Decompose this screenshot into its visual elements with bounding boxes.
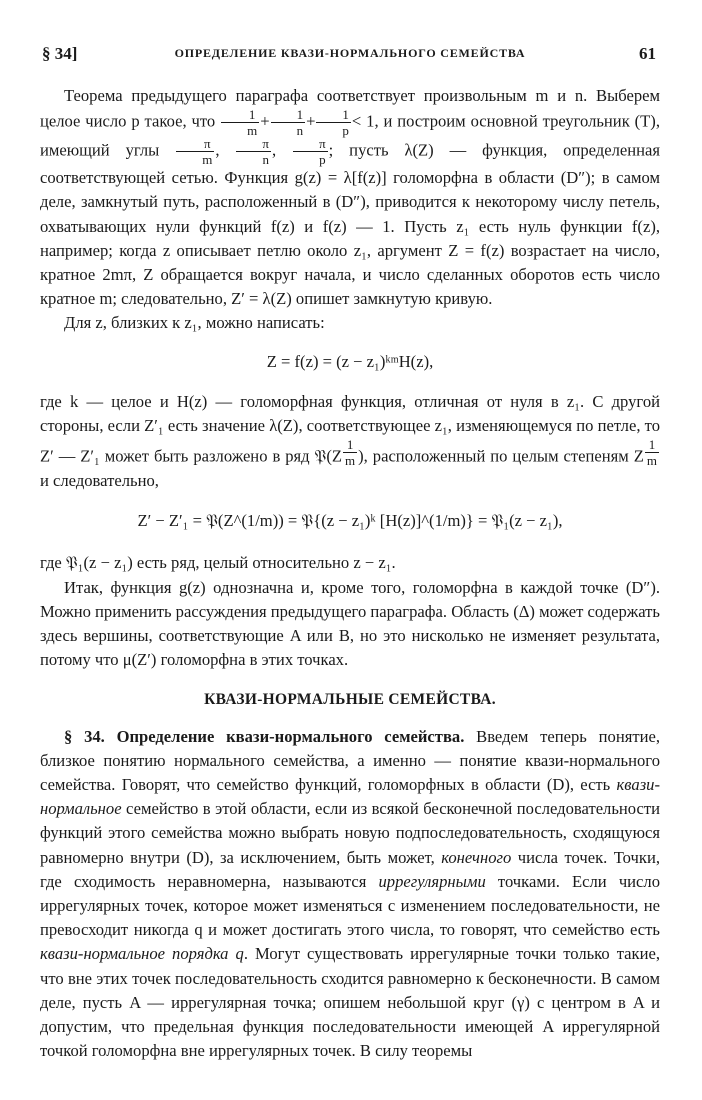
paragraph-4: где 𝔓₁(z − z₁) есть ряд, целый относительно z − z₁.: [40, 553, 396, 573]
fraction: $\frac{1}{n}$: [271, 108, 306, 137]
section-title: § 34. Определение квази-нормального семейства.: [64, 726, 465, 746]
paragraph-1: Теорема предыдущего параграфа соответствует произвольным m и n. Выберем целое число p такое, что $\frac{1}{m}$ + $\frac{1}{n}$ + $\frac{1}{p}$ < 1, и построим основной треугольник (T), имеющий углы $\frac{\pi}{m}$ , $\frac{\pi}{n}$ , $\frac{\pi}{p}$ ; пусть λ(Z) — функция, определенная соответствующей сетью. Функция g(z) = λ[f(z)] голоморфна в области (D″); в самом деле, замкнутый путь, расположенный в (D″), приводится к некоторому числу петель, охватывающих нули функций f(z) и f(z) — 1. Пусть z₁ есть нуль функции f(z), например; когда z описывает петлю около z₁, аргумент Z = f(z) возрастает на число, кратное 2mπ, Z обращается вокруг начала, и число сделанных оборотов есть число кратное m; следовательно, Z′ = λ(Z) опишет замкнутую кривую.: [40, 86, 661, 309]
fraction: $\frac{\pi}{n}$: [236, 137, 271, 166]
emphasis: квази-нормальное порядка q: [40, 944, 244, 964]
paragraph-5: Итак, функция g(z) однозначна и, кроме того, голоморфна в каждой точке (D″). Можно применить рассуждения предыдущего параграфа. Область (Δ) может содержать здесь вершины, соответствующие A или B, но это нисколько не изменяет результата, потому что μ(Z′) голоморфна в этих точках.: [40, 577, 660, 670]
emphasis: иррегулярными: [378, 871, 486, 891]
fraction: 1 m: [646, 437, 657, 469]
running-header: [40, 28, 660, 63]
fraction: $\frac{\pi}{m}$: [176, 137, 214, 166]
fraction: $\frac{1}{m}$: [221, 108, 259, 137]
header-title: ОПРЕДЕЛЕНИЕ КВАЗИ-НОРМАЛЬНОГО СЕМЕЙСТВА: [174, 46, 526, 60]
fraction: $\frac{\pi}{p}$: [293, 137, 328, 166]
section-heading: КВАЗИ-НОРМАЛЬНЫЕ СЕМЕЙСТВА.: [204, 691, 496, 709]
book-page: [40, 28, 660, 1063]
formula-2: Z′ − Z′₁ = 𝔓(Z^(1/m)) = 𝔓{(z − z₁)ᵏ [H(z)]^(1/m)} = 𝔓₁(z − z₁),: [137, 511, 563, 531]
formula-1: Z = f(z) = (z − z₁)ᵏᵐH(z),: [266, 351, 434, 371]
emphasis: конечного: [441, 847, 512, 867]
page-body: [40, 84, 660, 1063]
emphasis: квази-нормальное: [40, 775, 660, 819]
paragraph-3: где k — целое и H(z) — голоморфная функция, отличная от нуля в z₁. С другой стороны, если Z′₁ есть значение λ(Z), соответствующее z₁, изменяющемуся по петле, то Z′ — Z′₁ может быть разложено в ряд 𝔓(Z $^{\frac{1}{m}}$ ), расположенный по целым степеням Z $^{\frac{1}{m}}$ и следовательно,: [40, 391, 660, 490]
fraction: $\frac{1}{p}$: [316, 108, 351, 137]
header-section: § 34]: [42, 44, 78, 63]
paragraph-2: Для z, близких к z₁, можно написать:: [64, 313, 325, 333]
page-number: 61: [639, 44, 656, 63]
paragraph-6: § 34. Определение квази-нормального семейства. Введем теперь понятие, близкое понятию нормального семейства, а именно — понятие квази-нормального семейства. Говорят, что семейство функций, голоморфных в области (D), есть квази-нормальное семейство в этой области, если из всякой бесконечной последовательности функций этого семейства можно выбрать новую подпоследовательность, сходящуюся равномерно внутри (D), за исключением, быть может, конечного числа точек. Точки, где сходимость неравномерна, называются иррегулярными точками. Если число иррегулярных точек, которое может изменяться с изменением последовательности, не превосходит никогда q и может достигать этого числа, то говорят, что семейство есть квази-нормальное порядка q. Могут существовать иррегулярные точки только такие, что вне этих точек последовательность сходится равномерно к бесконечности. В самом деле, пусть A — иррегулярная точка; опишем небольшой круг (γ) с центром в A и допустим, что предельная функция последовательности имеющей A иррегулярной точкой голоморфна вне иррегулярных точек. В силу теоремы: [40, 726, 660, 1061]
fraction: 1 m: [345, 437, 356, 469]
